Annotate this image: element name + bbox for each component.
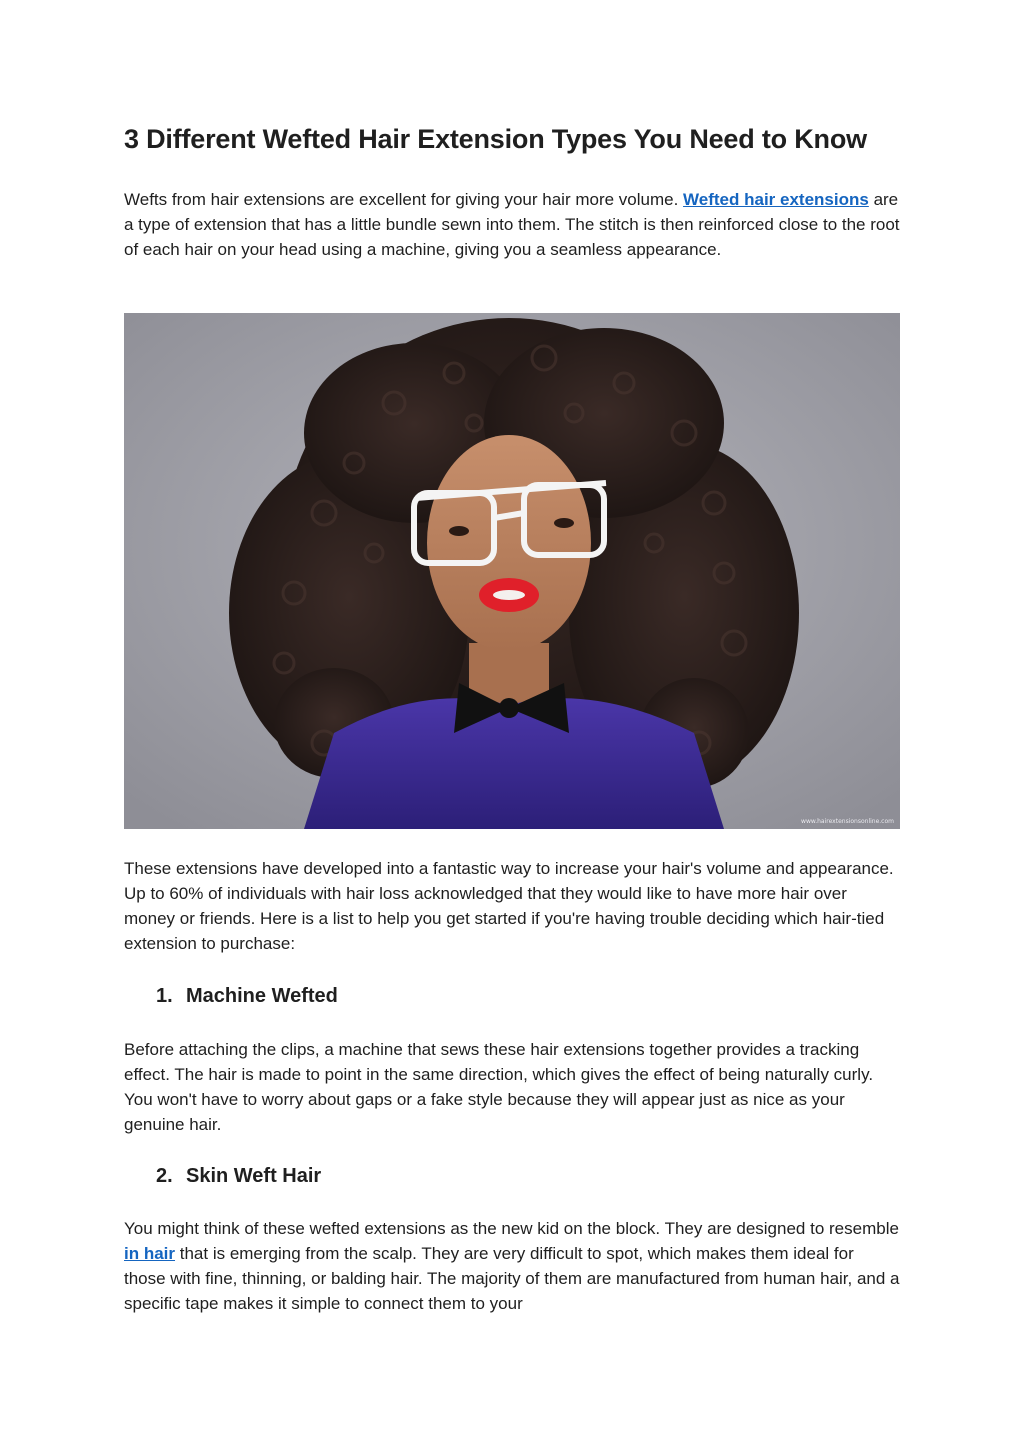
section-title: Machine Wefted bbox=[186, 985, 338, 1007]
image-watermark: www.hairextensionsonline.com bbox=[801, 818, 894, 825]
section-title: Skin Weft Hair bbox=[186, 1165, 322, 1187]
in-hair-link[interactable]: in hair bbox=[124, 1244, 176, 1263]
skin-weft-paragraph bbox=[124, 1216, 900, 1316]
section-heading-machine-wefted bbox=[156, 985, 338, 1008]
section-number: 1. bbox=[156, 985, 173, 1007]
hero-image-curly-hair-woman bbox=[124, 313, 900, 829]
skin-weft-text-after-link: that is emerging from the scalp. They are very difficult to spot, which makes them ideal for those with fine, thinning, or balding hair. The majority of them are manufactured from human hair, and a specific tape makes it simple to connect them to your bbox=[124, 1244, 900, 1313]
article-title: 3 Different Wefted Hair Extension Types You Need to Know bbox=[124, 124, 867, 154]
intro-text-after-link: are a type of extension that has a little bundle sewn into them. The stitch is then reinforced close to the root of each hair on your head using a machine, giving you a seamless appearance. bbox=[124, 190, 900, 259]
body-paragraph-2: These extensions have developed into a fantastic way to increase your hair's volume and appearance. Up to 60% of individuals with hair loss acknowledged that they would like to have more hair over money or friends. Here is a list to help you get started if you're having trouble deciding which hair-tied extension to purchase: bbox=[124, 859, 894, 953]
machine-wefted-paragraph: Before attaching the clips, a machine that sews these hair extensions together provides a tracking effect. The hair is made to point in the same direction, which gives the effect of being naturally curly. You won't have to worry about gaps or a fake style because they will appear just as nice as your genuine hair. bbox=[124, 1040, 874, 1134]
intro-text-before-link: Wefts from hair extensions are excellent for giving your hair more volume. bbox=[124, 190, 684, 209]
face-shape bbox=[427, 435, 591, 651]
hero-illustration bbox=[124, 313, 900, 829]
intro-paragraph bbox=[124, 187, 900, 262]
section-heading-skin-weft-hair bbox=[156, 1165, 321, 1188]
section-number: 2. bbox=[156, 1165, 173, 1187]
wefted-hair-extensions-link[interactable]: Wefted hair extensions bbox=[683, 190, 869, 209]
skin-weft-text-before-link: You might think of these wefted extensions as the new kid on the block. They are designed to resemble bbox=[124, 1219, 899, 1238]
